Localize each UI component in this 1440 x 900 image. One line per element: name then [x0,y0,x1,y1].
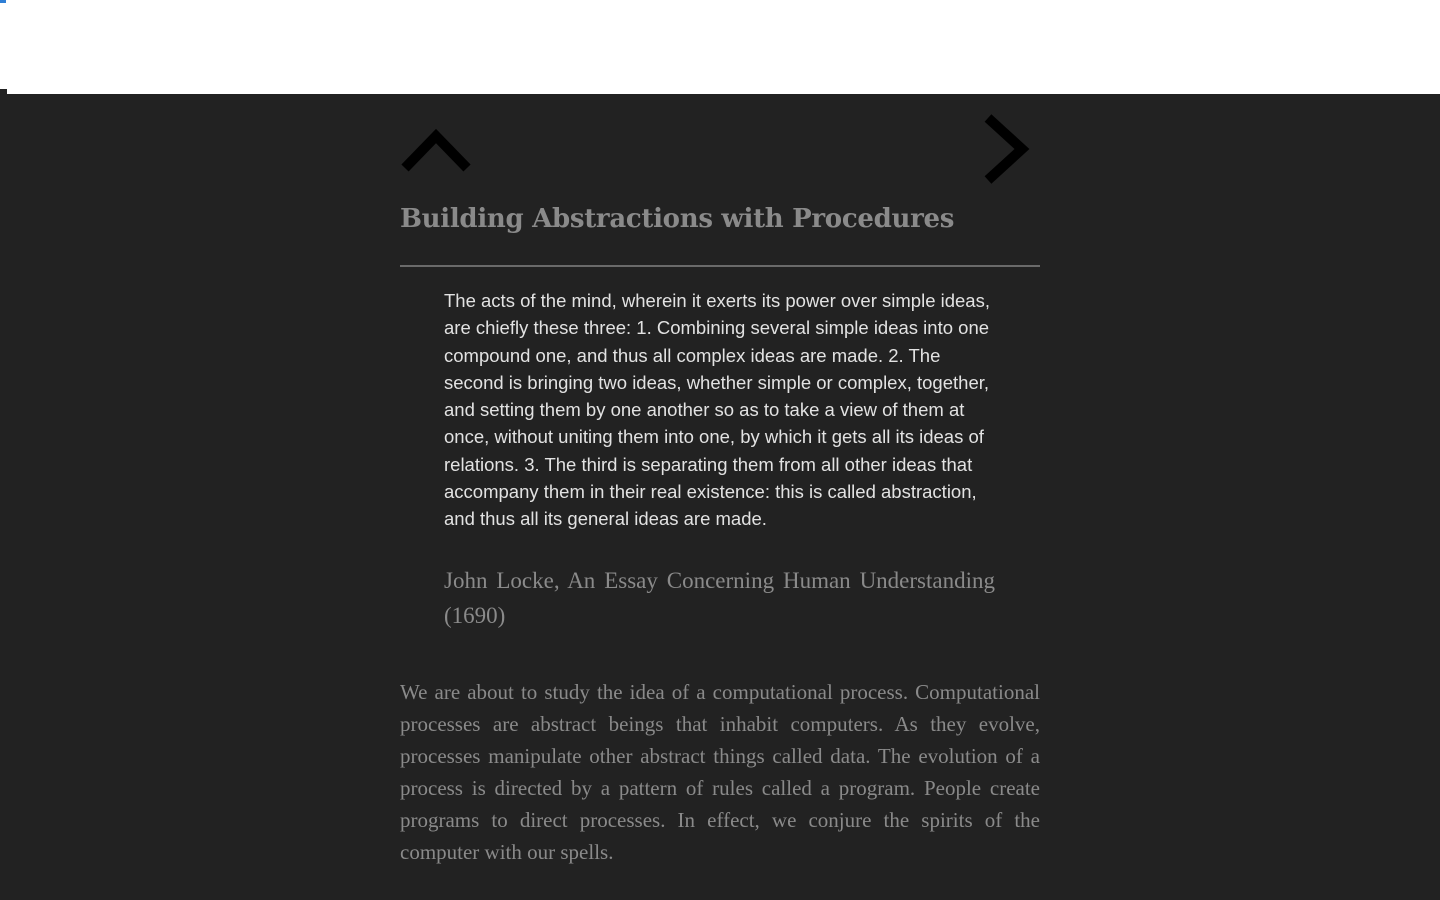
nav-up-button[interactable] [400,124,472,174]
chapter-navigation [400,94,1040,194]
chapter-title: Building Abstractions with Procedures [400,204,955,234]
page-content [0,94,1440,900]
top-white-band [0,0,1440,94]
title-divider [400,265,1040,267]
text-column [400,94,1040,864]
chevron-right-icon [978,112,1032,186]
nav-next-button[interactable] [978,112,1032,186]
body-paragraph: We are about to study the idea of a computational process. Computational processes are abstract beings that inhabit computers. As they evolve, processes manipulate other abstract things called data. The evolution of a process is directed by a pattern of rules called a program. People create programs to direct processes. In effect, we conjure the spirits of the computer with our spells. [400,680,1040,864]
epigraph-quote: The acts of the mind, wherein it exerts its power over simple ideas, are chiefly these three: 1. Combining several simple ideas into one compound one, and thus all complex ideas are made. 2. The second is bringing two ideas, whether simple or complex, together, and setting them by one another so as to take a view of them at once, without uniting them into one, by which it gets all its ideas of relations. 3. The third is separating them from all other ideas that accompany them in their real existence: this is called abstraction, and thus all its general ideas are made. [444,290,990,530]
epigraph [444,287,996,633]
chevron-up-icon [400,124,472,174]
top-left-accent-mark [0,0,6,3]
epigraph-attribution: John Locke, An Essay Concerning Human Understanding (1690) [444,567,995,628]
